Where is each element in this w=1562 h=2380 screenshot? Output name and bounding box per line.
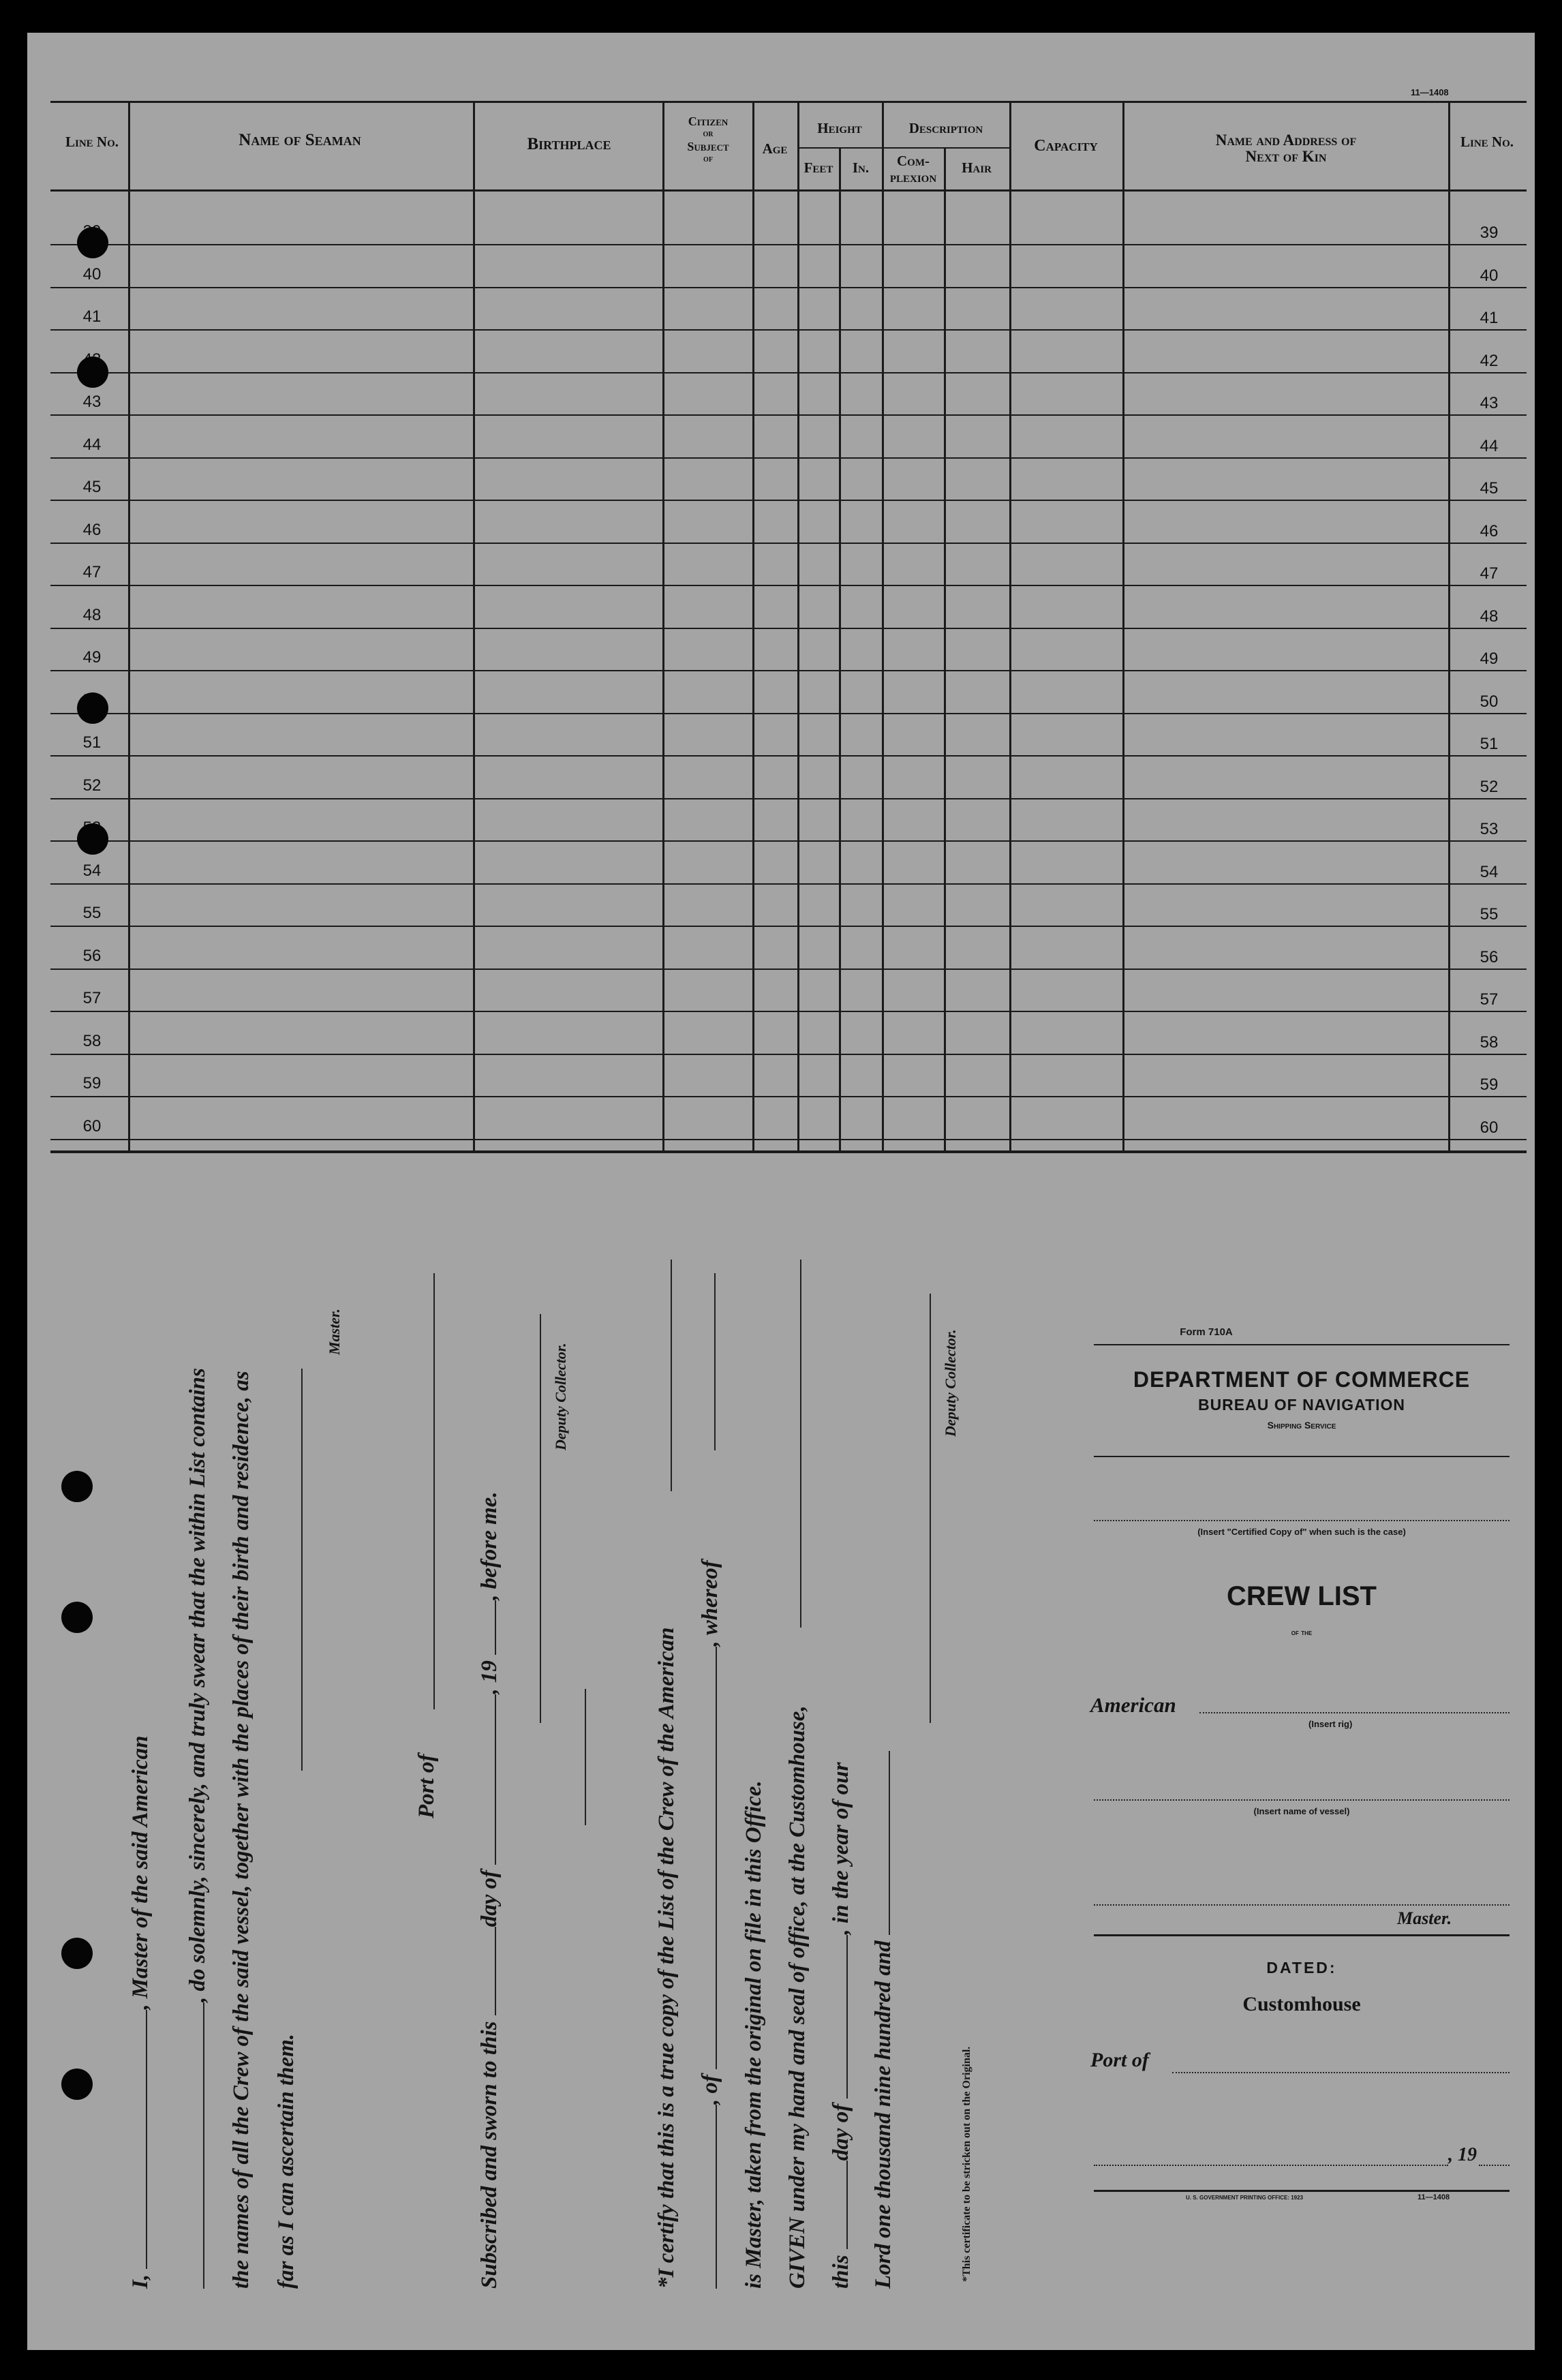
table-row[interactable] [50, 329, 1527, 331]
punch-hole [61, 1471, 93, 1502]
oath-line-1-end: , Master of the said American [128, 1735, 153, 2010]
subscribed-text-b: day of [477, 1870, 502, 1927]
header-citizen-line: Citizen [688, 115, 729, 128]
header-birthplace: Birthplace [527, 135, 611, 153]
oath-i: I, [128, 2274, 153, 2289]
row-number-left: 45 [82, 478, 102, 496]
header-age: Age [762, 140, 788, 157]
row-number-right: 60 [1480, 1118, 1499, 1137]
table-row[interactable] [50, 840, 1527, 842]
certificate-port-field[interactable] [701, 1647, 717, 2069]
row-number-right: 43 [1480, 394, 1499, 412]
certificate-line-2-b: , whereof [698, 1560, 722, 1647]
master-name-field[interactable] [131, 2010, 147, 2269]
table-row[interactable] [50, 457, 1527, 459]
table-row[interactable] [50, 585, 1527, 586]
row-number-right: 45 [1480, 479, 1499, 498]
certificate-line-5 [829, 1763, 854, 2289]
cover-date-field[interactable] [1094, 2165, 1448, 2166]
row-number-right: 52 [1480, 778, 1499, 796]
punch-hole [77, 356, 108, 388]
header-complexion-line: plexion [889, 169, 937, 185]
row-number-left: 44 [82, 436, 102, 454]
cover-american: American [1090, 1693, 1176, 1717]
cover-printer: U. S. GOVERNMENT PRINTING OFFICE: 1923 [1186, 2195, 1304, 2201]
row-number-left: 43 [82, 393, 102, 411]
header-next-of-kin-line: Name and Address of [1215, 132, 1357, 149]
cover-form-number-bottom: 11—1408 [1418, 2193, 1450, 2201]
table-row[interactable] [50, 500, 1527, 501]
row-number-right: 51 [1480, 735, 1499, 753]
punch-hole [61, 2069, 93, 2100]
subscribed-month-field[interactable] [480, 1694, 496, 1865]
row-number-right: 50 [1480, 692, 1499, 711]
cover-port-field[interactable] [1172, 2072, 1510, 2073]
row-number-left: 57 [82, 989, 102, 1007]
certificate-line-3 [741, 1780, 767, 2289]
header-capacity: Capacity [1034, 137, 1098, 155]
table-row[interactable] [50, 543, 1527, 544]
cover-insert-vessel: (Insert name of vessel) [1253, 1806, 1350, 1816]
row-number-left: 41 [82, 307, 102, 326]
subscribed-year-field[interactable] [480, 1600, 496, 1655]
cover-crew-list: CREW LIST [1227, 1581, 1377, 1611]
row-number-left: 59 [82, 1074, 102, 1093]
row-number-right: 44 [1480, 437, 1499, 455]
row-number-right: 56 [1480, 948, 1499, 966]
row-number-right: 40 [1480, 266, 1499, 285]
subscribed-day-field[interactable] [480, 1927, 496, 2015]
table-row[interactable] [50, 883, 1527, 885]
cover-department: DEPARTMENT OF COMMERCE [1133, 1367, 1471, 1392]
row-number-left: 48 [82, 606, 102, 624]
row-number-left: 49 [82, 648, 102, 667]
certificate-line-2-a: , of [698, 2075, 722, 2105]
table-row[interactable] [50, 244, 1527, 245]
header-next-of-kin [1124, 132, 1448, 165]
form-number-top: 11—1408 [1411, 87, 1449, 97]
table-row[interactable] [50, 414, 1527, 416]
cover-year-field[interactable] [1479, 2165, 1510, 2166]
certificate-line-3-text: is Master, taken from the original on file in this Office. [741, 1780, 766, 2289]
table-row[interactable] [50, 1054, 1527, 1055]
row-number-left: 52 [82, 776, 102, 795]
certificate-line-6-text: Lord one thousand nine hundred and [871, 1940, 895, 2289]
cover-form-number: Form 710A [1180, 1326, 1233, 1338]
row-number-right: 39 [1480, 224, 1499, 242]
oath-master-label: Master. [326, 1309, 343, 1355]
certificate-line-4-text: GIVEN under my hand and seal of office, at the Customhouse, [785, 1705, 810, 2289]
certificate-line-1-text: *I certify that this is a true copy of the List of the Crew of the American [654, 1627, 679, 2289]
table-row[interactable] [50, 628, 1527, 629]
row-number-right: 57 [1480, 990, 1499, 1009]
oath-deputy-collector: Deputy Collector. [552, 1343, 569, 1450]
row-number-left: 40 [82, 265, 102, 284]
table-row[interactable] [50, 968, 1527, 970]
header-citizen [665, 115, 751, 165]
master-signature-line[interactable] [301, 1369, 303, 1771]
header-feet: Feet [803, 159, 833, 176]
oath-line-4 [274, 2034, 299, 2289]
subscribed-text-d: , before me. [477, 1491, 502, 1600]
document-page [27, 33, 1535, 2350]
master-cover-field[interactable] [1094, 1904, 1510, 1906]
oath-line-4-text: far as I can ascertain them. [274, 2033, 298, 2289]
punch-hole [77, 823, 108, 855]
cover-insert-certified: (Insert "Certified Copy of" when such is the case) [1197, 1527, 1406, 1537]
header-citizen-line: of [703, 154, 713, 164]
table-row[interactable] [50, 287, 1527, 288]
row-number-left: 54 [82, 861, 102, 880]
cover-dated: DATED: [1266, 1959, 1337, 1977]
table-row[interactable] [50, 713, 1527, 714]
table-row[interactable] [50, 1139, 1527, 1140]
certificate-deputy-collector: Deputy Collector. [942, 1329, 959, 1437]
cover-service: Shipping Service [1267, 1420, 1336, 1431]
oath-line-1 [128, 1736, 153, 2289]
row-number-right: 49 [1480, 650, 1499, 668]
table-row[interactable] [50, 926, 1527, 927]
customhouse-line[interactable] [800, 1260, 801, 1628]
row-number-left: 51 [82, 733, 102, 752]
cover-master: Master. [1397, 1908, 1452, 1928]
certificate-month-field[interactable] [831, 1935, 848, 2099]
certificate-line-5-c: , in the year of our [829, 1762, 853, 1935]
header-citizen-line: or [703, 129, 714, 139]
cover-of-the: of the [1291, 1628, 1313, 1637]
row-number-right: 55 [1480, 905, 1499, 924]
header-name-of-seaman: Name of Seaman [239, 131, 361, 149]
row-number-right: 41 [1480, 309, 1499, 327]
punch-hole [61, 1602, 93, 1633]
certificate-vessel-field[interactable] [701, 2105, 717, 2289]
header-citizen-line: Subject [687, 140, 729, 153]
certificate-whereof-line[interactable] [714, 1273, 716, 1450]
deputy-signature-line[interactable] [540, 1314, 541, 1723]
certificate-line-4 [785, 1705, 810, 2289]
cover-year: , 19 [1448, 2144, 1477, 2165]
oath-line-3-text: the names of all the Crew of the said vessel, together with the places of their birth and residence, as [229, 1371, 254, 2289]
subscribed-line [477, 1491, 502, 2289]
table-row[interactable] [50, 1096, 1527, 1097]
subscribed-text-c: , 19 [477, 1660, 502, 1694]
oath-port-line[interactable] [433, 1273, 435, 1709]
certificate-year-field[interactable] [874, 1751, 890, 1935]
certificate-vessel-line[interactable] [671, 1260, 672, 1491]
row-number-left: 60 [82, 1117, 102, 1135]
punch-hole [77, 227, 108, 258]
oath-line-3 [229, 1371, 254, 2289]
row-number-right: 53 [1480, 820, 1499, 838]
oath-port-label: Port of [414, 1754, 439, 1818]
row-number-right: 59 [1480, 1075, 1499, 1094]
cover-customhouse: Customhouse [1242, 1993, 1361, 2015]
oath-line-2 [185, 1368, 211, 2289]
subscribed-text-a: Subscribed and sworn to this [477, 2021, 502, 2289]
vessel-name-cover-field[interactable] [1094, 1799, 1510, 1801]
row-number-right: 58 [1480, 1033, 1499, 1052]
certified-copy-field[interactable] [1094, 1520, 1510, 1521]
certificate-line-5-b: day of [829, 2103, 853, 2161]
row-number-right: 54 [1480, 863, 1499, 881]
certificate-footnote: *This certificate to be stricken out on the Original. [961, 2046, 973, 2282]
table-row[interactable] [50, 1011, 1527, 1012]
header-description: Description [908, 120, 983, 136]
oath-line-2-text: , do solemnly, sincerely, and truly swear that the within List contains [185, 1368, 210, 2002]
vessel-name-field[interactable] [188, 2002, 204, 2289]
table-row[interactable] [50, 755, 1527, 757]
row-number-left: 56 [82, 947, 102, 965]
row-number-right: 47 [1480, 564, 1499, 583]
row-number-left: 46 [82, 521, 102, 539]
header-height: Height [817, 120, 862, 136]
cover-port-of: Port of [1090, 2049, 1149, 2071]
punch-hole [77, 692, 108, 724]
row-number-left: 55 [82, 904, 102, 922]
header-inches: In. [852, 159, 870, 176]
certificate-line-5-a: this [829, 2255, 853, 2289]
header-complexion [883, 153, 943, 185]
certificate-line-2 [698, 1560, 723, 2289]
header-hair: Hair [962, 159, 992, 176]
punch-hole [61, 1938, 93, 1969]
certificate-line-6 [871, 1751, 896, 2289]
seal-line [585, 1689, 586, 1825]
rig-field[interactable] [1199, 1712, 1510, 1713]
row-number-left: 58 [82, 1032, 102, 1050]
row-number-right: 42 [1480, 352, 1499, 370]
certificate-day-field[interactable] [831, 2161, 848, 2249]
header-line-no: Line No. [65, 134, 119, 150]
table-row[interactable] [50, 372, 1527, 373]
table-row[interactable] [50, 670, 1527, 671]
certificate-line-1 [654, 1628, 679, 2289]
cover-insert-rig: (Insert rig) [1308, 1719, 1353, 1729]
row-number-right: 46 [1480, 522, 1499, 540]
certificate-deputy-line[interactable] [930, 1294, 931, 1723]
table-row[interactable] [50, 798, 1527, 799]
header-next-of-kin-line: Next of Kin [1245, 148, 1327, 165]
header-line-no-right: Line No. [1460, 134, 1514, 150]
cover-bureau: BUREAU OF NAVIGATION [1197, 1396, 1406, 1414]
row-number-right: 48 [1480, 607, 1499, 626]
header-complexion-line: Com- [897, 153, 930, 169]
row-number-left: 47 [82, 563, 102, 581]
